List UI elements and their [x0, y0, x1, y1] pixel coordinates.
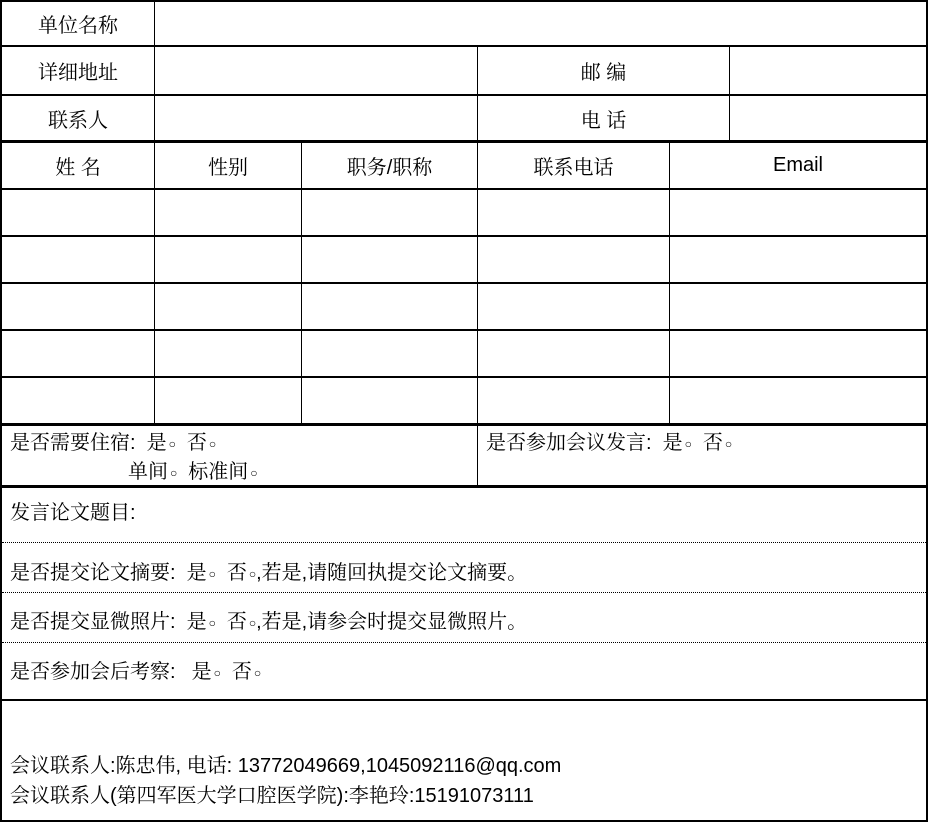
paper-title-label: 发言论文题目: [10, 502, 136, 524]
micro-photo-option-no[interactable]: 否 ○ [226, 611, 257, 633]
radio-circle-icon: ○ [248, 616, 257, 630]
gender-input-cell[interactable] [155, 284, 302, 329]
contact-input-cell[interactable] [155, 96, 478, 140]
address-input-cell[interactable] [155, 47, 478, 94]
abstract-question: 是否提交论文摘要: [10, 562, 176, 584]
header-position: 职务/职称 [302, 143, 478, 188]
header-email: Email [772, 154, 823, 176]
radio-circle-icon: ○ [250, 466, 258, 480]
email-input-cell[interactable] [670, 190, 926, 235]
radio-circle-icon: ○ [168, 437, 176, 451]
row-micro-photo [2, 593, 926, 643]
email-input-cell[interactable] [670, 237, 926, 282]
post-tour-question: 是否参加会后考察: [10, 661, 176, 683]
abstract-option-no[interactable]: 否 ○ [226, 562, 257, 584]
abstract-option-yes[interactable]: 是 ○ [186, 562, 216, 584]
phone-input-cell[interactable] [478, 378, 670, 423]
speech-option-yes[interactable]: 是 ○ [663, 432, 692, 454]
accommodation-cell [2, 426, 478, 485]
accommodation-question: 是否需要住宿: [10, 432, 136, 454]
radio-circle-icon: ○ [208, 616, 216, 630]
email-input-cell[interactable] [670, 284, 926, 329]
name-input-cell[interactable] [2, 237, 155, 282]
gender-input-cell[interactable] [155, 190, 302, 235]
row-abstract [2, 543, 926, 593]
row-accommodation-speech [2, 426, 926, 488]
postal-label: 邮 编 [478, 47, 730, 94]
speech-cell [478, 426, 926, 485]
phone-input-cell[interactable] [478, 331, 670, 376]
unit-name-input-cell[interactable] [155, 2, 926, 45]
micro-photo-cell [2, 593, 926, 642]
micro-photo-option-yes[interactable]: 是 ○ [186, 611, 216, 633]
phone-input-cell[interactable] [478, 190, 670, 235]
radio-circle-icon: ○ [684, 437, 692, 451]
gender-input-cell[interactable] [155, 378, 302, 423]
contact-line-1: 会议联系人:陈忠伟, 电话: 13772049669,1045092116@qq.com [10, 755, 562, 777]
radio-circle-icon: ○ [253, 666, 262, 680]
position-input-cell[interactable] [302, 237, 478, 282]
position-input-cell[interactable] [302, 378, 478, 423]
post-tour-option-no[interactable]: 否 ○ [231, 661, 262, 683]
personnel-row [2, 284, 926, 331]
phone-input-cell[interactable] [730, 96, 926, 140]
abstract-note: ,若是,请随回执提交论文摘要。 [256, 562, 528, 584]
radio-circle-icon: ○ [724, 437, 733, 451]
header-phone: 联系电话 [478, 143, 670, 188]
phone-label: 电 话 [478, 96, 730, 140]
address-label: 详细地址 [2, 47, 155, 94]
accommodation-option-yes[interactable]: 是 ○ [147, 432, 176, 454]
row-paper-title [2, 488, 926, 543]
header-name: 姓 名 [2, 143, 155, 188]
contact-label: 联系人 [2, 96, 155, 140]
radio-circle-icon: ○ [208, 567, 216, 581]
radio-circle-icon: ○ [170, 466, 178, 480]
speech-question: 是否参加会议发言: [486, 432, 652, 454]
radio-circle-icon: ○ [208, 437, 217, 451]
post-tour-cell [2, 643, 926, 699]
row-unit-name [2, 2, 926, 47]
row-contact [2, 96, 926, 143]
personnel-row [2, 237, 926, 284]
micro-photo-question: 是否提交显微照片: [10, 611, 176, 633]
unit-name-label: 单位名称 [2, 2, 155, 45]
personnel-row [2, 331, 926, 378]
paper-title-cell[interactable] [2, 488, 926, 542]
name-input-cell[interactable] [2, 331, 155, 376]
postal-input-cell[interactable] [730, 47, 926, 94]
gender-input-cell[interactable] [155, 237, 302, 282]
post-tour-option-yes[interactable]: 是 ○ [191, 661, 221, 683]
speech-option-no[interactable]: 否 ○ [703, 432, 732, 454]
email-input-cell[interactable] [670, 331, 926, 376]
abstract-cell [2, 543, 926, 592]
name-input-cell[interactable] [2, 190, 155, 235]
position-input-cell[interactable] [302, 190, 478, 235]
header-gender: 性别 [155, 143, 302, 188]
row-address [2, 47, 926, 96]
radio-circle-icon: ○ [248, 567, 257, 581]
position-input-cell[interactable] [302, 331, 478, 376]
row-post-tour [2, 643, 926, 701]
conference-contacts [2, 701, 926, 820]
room-option-standard[interactable]: 标准间 ○ [188, 461, 257, 483]
radio-circle-icon: ○ [213, 666, 221, 680]
name-input-cell[interactable] [2, 284, 155, 329]
room-option-single[interactable]: 单间 ○ [128, 461, 177, 483]
accommodation-option-no[interactable]: 否 ○ [187, 432, 216, 454]
contact-line-2: 会议联系人(第四军医大学口腔医学院):李艳玲:15191073111 [10, 785, 534, 807]
position-input-cell[interactable] [302, 284, 478, 329]
micro-photo-note: ,若是,请参会时提交显微照片。 [256, 611, 528, 633]
personnel-row [2, 190, 926, 237]
email-input-cell[interactable] [670, 378, 926, 423]
gender-input-cell[interactable] [155, 331, 302, 376]
name-input-cell[interactable] [2, 378, 155, 423]
personnel-header-row [2, 143, 926, 190]
phone-input-cell[interactable] [478, 284, 670, 329]
phone-input-cell[interactable] [478, 237, 670, 282]
personnel-row [2, 378, 926, 426]
footer-block [2, 701, 926, 820]
